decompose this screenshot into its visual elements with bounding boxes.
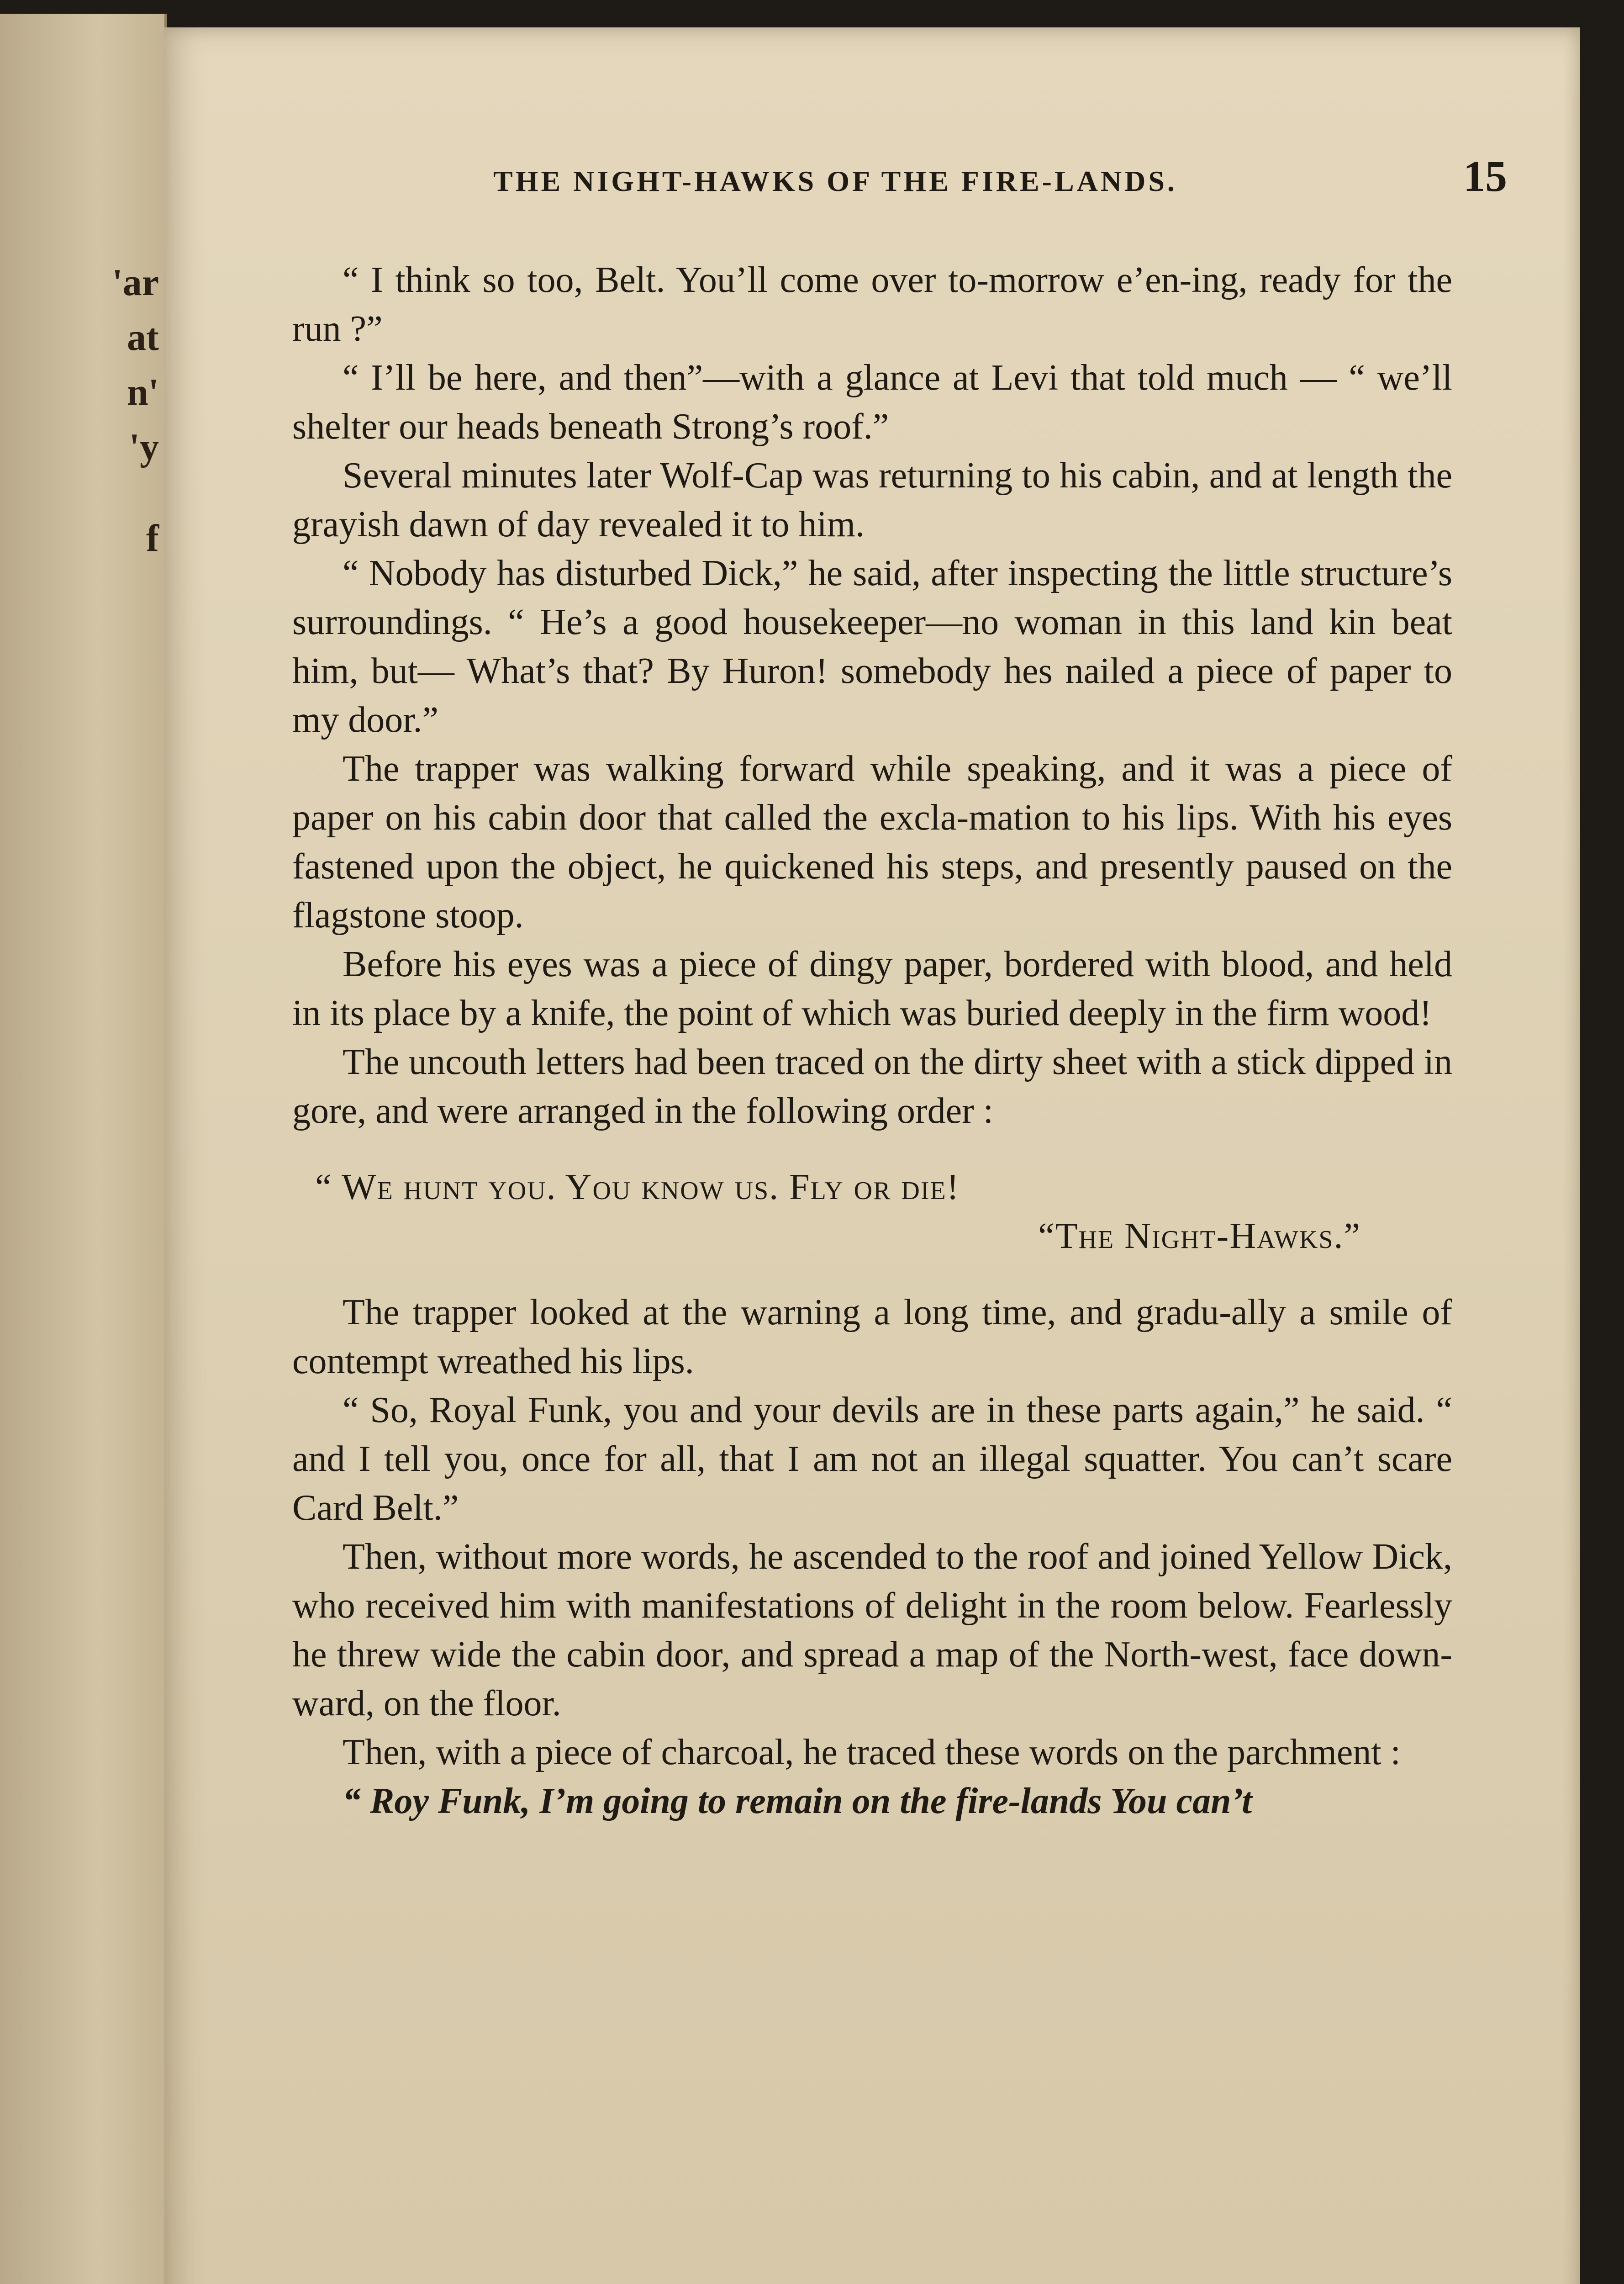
italic-message: “ Roy Funk, I’m going to remain on the fire-lands You can’t — [343, 1781, 1252, 1821]
paragraph: The trapper was walking forward while speaking, and it was a piece of paper on his cabin door that called the excla-mation to his lips. With his eyes fastened upon the object, he quickened his steps, and presently paused on the flagstone stoop. — [292, 749, 1452, 936]
left-page-fragment: 'y — [129, 426, 159, 468]
paragraph: “ I’ll be here, and then”—with a glance at Levi that told much — “ we’ll shelter our heads beneath Strong’s roof.” — [292, 358, 1452, 447]
paragraph: Then, with a piece of charcoal, he traced these words on the parchment : — [343, 1732, 1401, 1772]
left-page-fragment: at — [127, 316, 159, 359]
book-page — [164, 27, 1580, 2284]
warning-notice — [292, 1163, 1452, 1261]
page-number: 15 — [1463, 152, 1507, 201]
paragraph: “ Nobody has disturbed Dick,” he said, after inspecting the little structure’s surroundings. “ He’s a good housekeeper—no woman in this land kin beat him, but— What’s that? By Huron! somebody hes nailed a piece of paper to my door.” — [292, 553, 1452, 740]
previous-page-edge — [0, 14, 167, 2284]
paragraph: Several minutes later Wolf-Cap was returning to his cabin, and at length the grayish dawn of day revealed it to him. — [292, 455, 1452, 545]
page-text — [292, 256, 1452, 1826]
warning-text: “ We hunt you. You know us. Fly or die! — [315, 1167, 960, 1207]
paragraph: “ So, Royal Funk, you and your devils are in these parts again,” he said. “ and I tell you, once for all, that I am not an illegal squatter. You can’t scare Card Belt.” — [292, 1390, 1452, 1528]
paragraph: The uncouth letters had been traced on the dirty sheet with a stick dipped in gore, and were arranged in the following order : — [292, 1042, 1452, 1131]
left-page-fragment: n' — [127, 371, 159, 413]
warning-signature: “The Night-Hawks.” — [1038, 1216, 1361, 1256]
paragraph: Then, without more words, he ascended to the roof and joined Yellow Dick, who received him with manifestations of delight in the room below. Fearlessly he threw wide the cabin door, and spread a map of the North-west, face down-ward, on the floor. — [292, 1537, 1452, 1724]
left-page-fragment: f — [146, 517, 159, 560]
running-head: THE NIGHT-HAWKS OF THE FIRE-LANDS. — [493, 165, 1177, 197]
left-page-fragment: 'ar — [112, 261, 159, 304]
paragraph: Before his eyes was a piece of dingy paper, bordered with blood, and held in its place by a knife, the point of which was buried deeply in the firm wood! — [292, 944, 1452, 1033]
paragraph: “ I think so too, Belt. You’ll come over to-morrow e’en-ing, ready for the run ?” — [292, 260, 1452, 349]
paragraph: The trapper looked at the warning a long time, and gradu-ally a smile of contempt wreathed his lips. — [292, 1292, 1452, 1381]
